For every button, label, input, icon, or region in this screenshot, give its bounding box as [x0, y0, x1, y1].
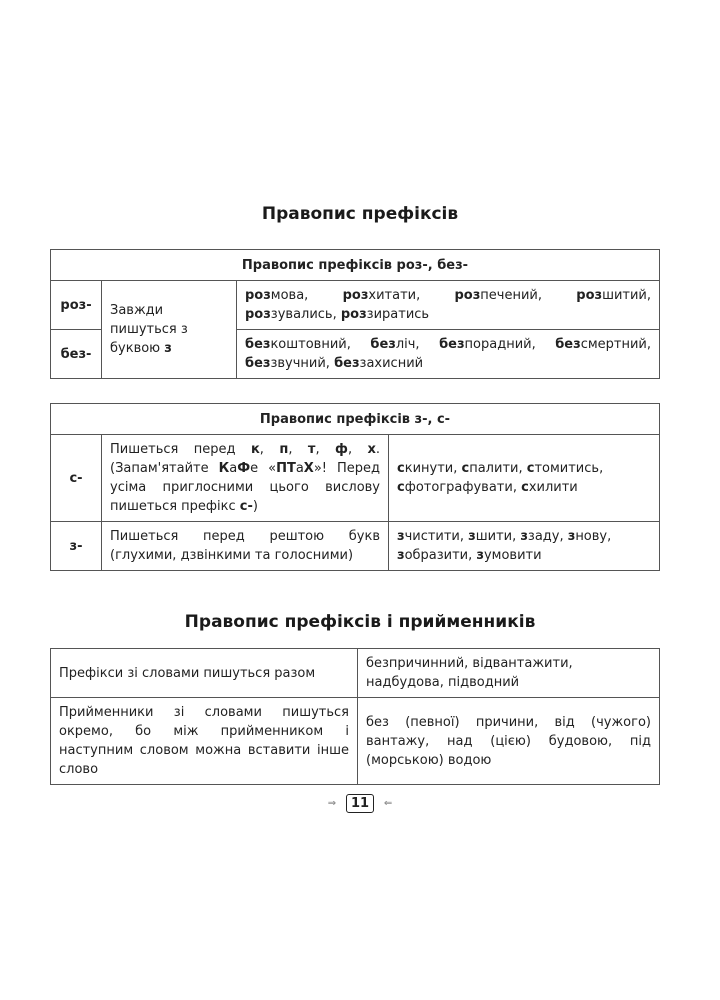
prefix-highlight: с — [397, 480, 405, 495]
table-header: Правопис префіксів з-, с- — [51, 404, 660, 435]
table-z-s — [50, 403, 660, 571]
prefix-highlight: роз — [245, 307, 271, 322]
prefix-s: с- — [51, 435, 102, 522]
examples-roz: розмова, розхитати, розпечений, розшитий, роззувались, роззиратись — [237, 281, 660, 330]
prefix-highlight: без — [334, 356, 360, 371]
left-arrow-icon: ⇒ — [327, 798, 337, 809]
prefix-highlight: роз — [342, 288, 369, 303]
prefix-roz: роз- — [51, 281, 102, 330]
prefix-highlight: з — [468, 529, 476, 544]
examples-s: скинути, спалити, стомитись, сфотографувати, схилити — [389, 435, 660, 522]
section-title-prefixes: Правопис префіксів — [261, 204, 459, 224]
rule-prefixes-together: Префікси зі словами пишуться разом — [51, 649, 358, 698]
prefix-highlight: с — [461, 461, 470, 476]
section-title-prefixes-prepositions: Правопис префіксів і прийменників — [184, 612, 536, 632]
prefix-highlight: с — [521, 480, 529, 495]
examples-bez: безкоштовний, безліч, безпорадний, безсмертний, беззвучний, беззахисний — [237, 330, 660, 379]
prefix-highlight: з — [567, 529, 576, 544]
table-prefix-vs-preposition — [50, 648, 660, 785]
prefix-highlight: с — [397, 461, 405, 476]
prefix-z: з- — [51, 522, 102, 571]
prefix-highlight: без — [245, 337, 271, 352]
table-header: Правопис префіксів роз-, без- — [51, 250, 660, 281]
rule-prepositions-separate: Прийменники зі словами пишуться окремо, бо між прийменником і наступним словом можна вставити інше слово — [51, 698, 358, 785]
rule-z: Пишеться перед рештою букв (глухими, дзвінкими та голосними) — [102, 522, 389, 571]
prefix-highlight: роз — [340, 307, 367, 322]
examples-z: зчистити, зшити, ззaду, знову, зобразити, зумовити — [389, 522, 660, 571]
page-number: 11 — [346, 794, 374, 813]
table-roz-bez — [50, 249, 660, 379]
prefix-highlight: з — [397, 548, 405, 563]
prefix-highlight: без — [245, 356, 271, 371]
rule-always-z: Завжди пишуться з буквою з — [102, 281, 237, 379]
prefix-highlight: без — [439, 337, 465, 352]
example-prefixes: безпричинний, відвантажити, надбудова, підводний — [358, 649, 660, 698]
prefix-highlight: роз — [245, 288, 271, 303]
prefix-highlight: з — [397, 529, 405, 544]
example-prepositions: без (певної) причини, від (чужого) вантажу, над (цією) будовою, під (морською) водою — [358, 698, 660, 785]
prefix-highlight: без — [370, 337, 396, 352]
prefix-highlight: с — [526, 461, 535, 476]
rule-s: Пишеться перед к, п, т, ф, х. (Запам'ятайте КаФе «ПТаХ»! Перед усіма приглосними цього вислову пишеться префікс с-) — [102, 435, 389, 522]
right-arrow-icon: ⇐ — [383, 798, 393, 809]
prefix-bez: без- — [51, 330, 102, 379]
page-footer — [0, 794, 720, 813]
prefix-highlight: роз — [454, 288, 481, 303]
prefix-highlight: з — [476, 548, 484, 563]
prefix-highlight: без — [555, 337, 581, 352]
prefix-highlight: роз — [576, 288, 603, 303]
prefix-highlight: з — [520, 529, 528, 544]
